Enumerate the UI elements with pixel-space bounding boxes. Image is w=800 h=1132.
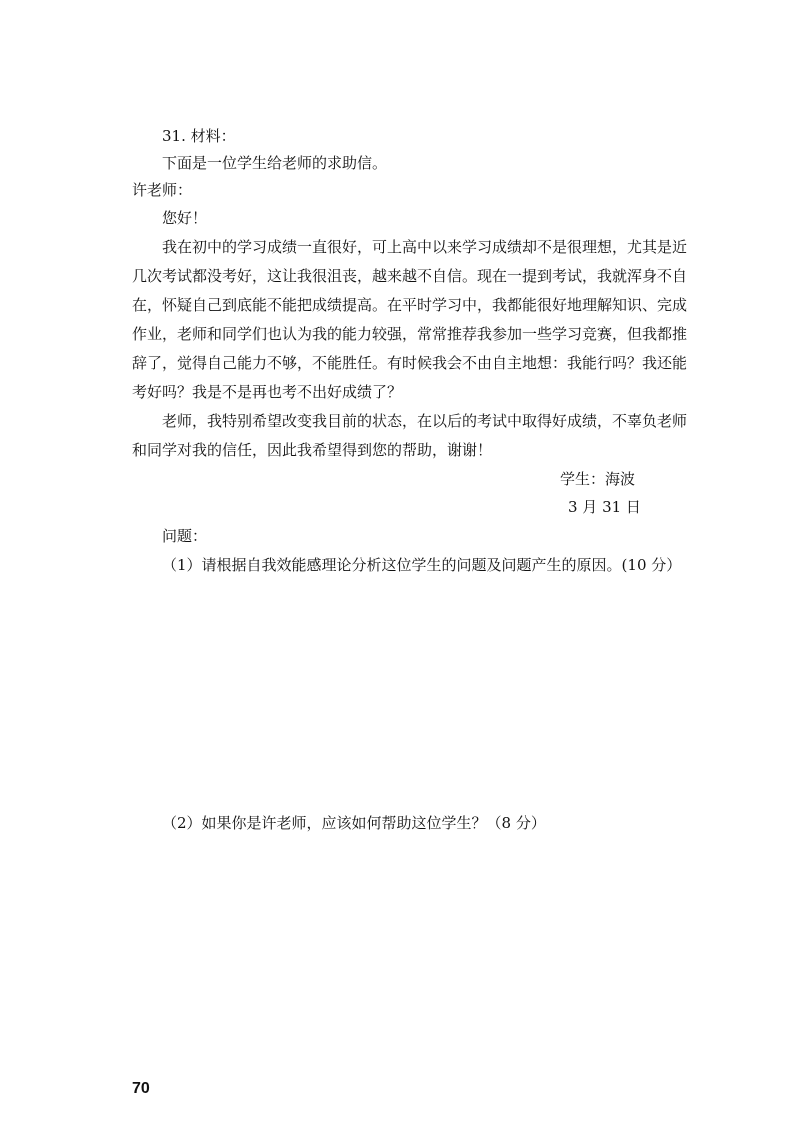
question-1: （1）请根据自我效能感理论分析这位学生的问题及问题产生的原因。(10 分） — [162, 556, 682, 574]
question-intro: 下面是一位学生给老师的求助信。 — [162, 154, 388, 172]
letter-paragraph1-line: 在，怀疑自己到底能不能把成绩提高。在平时学习中，我都能很好地理解知识、完成 — [132, 296, 688, 314]
letter-signature: 学生：海波 — [560, 470, 636, 488]
letter-paragraph2-line: 老师，我特别希望改变我目前的状态，在以后的考试中取得好成绩，不辜负老师 — [162, 412, 688, 430]
letter-greeting: 您好！ — [162, 209, 208, 227]
letter-paragraph2-line: 和同学对我的信任，因此我希望得到您的帮助，谢谢！ — [132, 441, 493, 459]
letter-paragraph1-line: 作业，老师和同学们也认为我的能力较强，常常推荐我参加一些学习竞赛，但我都推 — [132, 325, 688, 343]
letter-paragraph1-line: 辞了，觉得自己能力不够，不能胜任。有时候我会不由自主地想：我能行吗？我还能 — [132, 354, 688, 372]
letter-paragraph1-line: 考好吗？我是不是再也考不出好成绩了？ — [132, 383, 403, 401]
question-number-label: 31. 材料： — [162, 127, 236, 145]
page-number: 70 — [132, 1080, 150, 1097]
letter-paragraph1-line: 几次考试都没考好，这让我很沮丧，越来越不自信。现在一提到考试，我就浑身不自 — [132, 267, 688, 285]
letter-paragraph1-line: 我在初中的学习成绩一直很好，可上高中以来学习成绩却不是很理想，尤其是近 — [162, 238, 688, 256]
question-2: （2）如果你是许老师，应该如何帮助这位学生？（8 分） — [162, 814, 546, 832]
letter-salutation: 许老师： — [132, 181, 193, 199]
letter-date: 3 月 31 日 — [568, 498, 641, 516]
questions-label: 问题： — [162, 527, 208, 545]
